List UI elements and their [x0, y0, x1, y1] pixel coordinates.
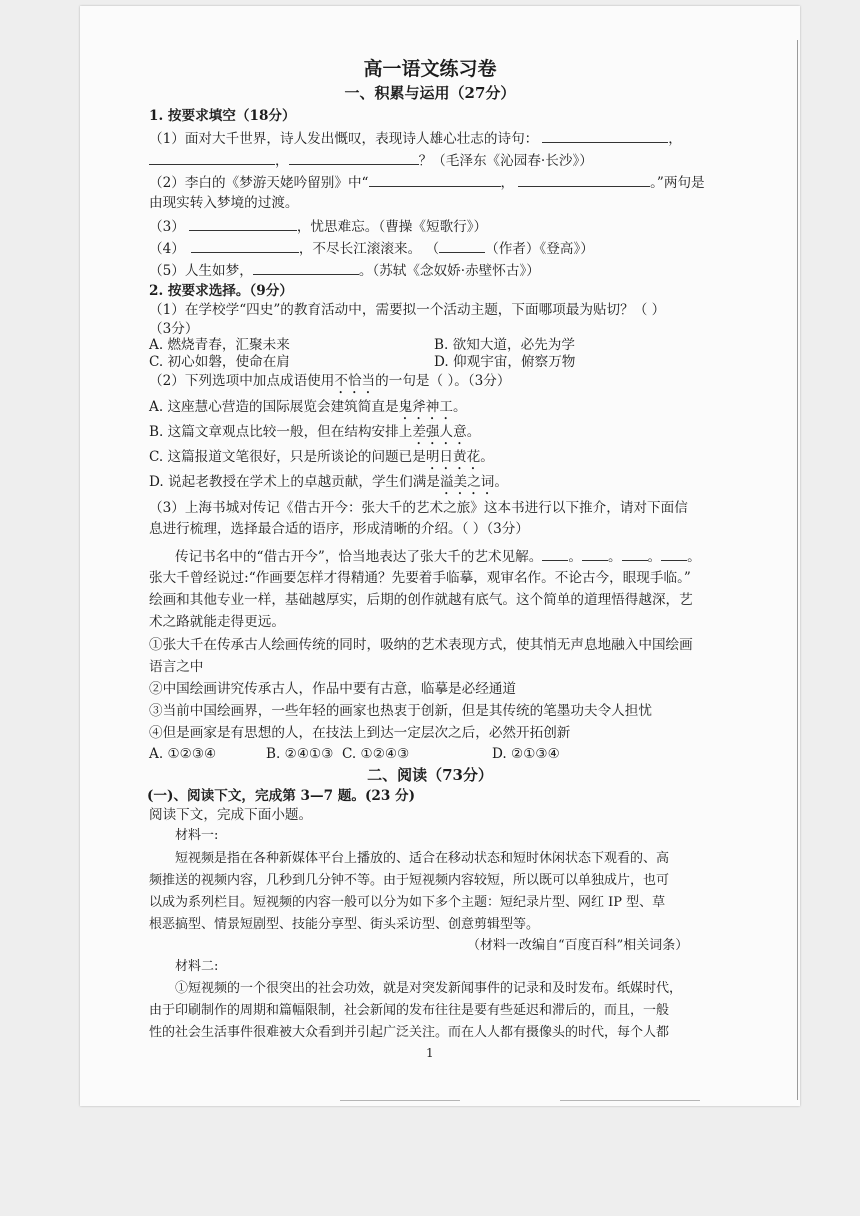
- q1-item1-line1: [149, 128, 682, 148]
- q1-item1-line2: [149, 150, 593, 170]
- dotted-idiom: 溢美之词: [439, 474, 495, 490]
- section2-heading: 二、阅读（73分）: [367, 766, 493, 784]
- q2-part3-answer-d[interactable]: D. ②①③④: [492, 746, 560, 762]
- q2-part2-emphasis: 不恰当: [334, 373, 376, 389]
- q2-part3-passage1: [175, 546, 701, 566]
- q1-item5-text: （5）人生如梦，: [149, 263, 253, 279]
- q1-item2-comma: ，: [500, 175, 515, 191]
- material1-line1: 短视频是指在各种新媒体平台上播放的、适合在移动状态和短时休闲状态下观看的、高: [175, 851, 670, 866]
- q2-part3-passage2: 张大千曾经说过:“作画要怎样才得精通？先要着手临摹，观审名作。不论古今，眼现手临。”: [149, 570, 691, 586]
- q1-item3-num: （3）: [149, 219, 185, 235]
- material2-line2: 由于印刷制作的周期和篇幅限制，社会新闻的发布往往是要有些延迟和滞后的，而且，一般: [149, 1003, 670, 1018]
- q1-item1-text: （1）面对大千世界，诗人发出慨叹，表现诗人雄心壮志的诗句：: [149, 131, 539, 147]
- q1-item2-line2: 由现实转入梦境的过渡。: [149, 195, 299, 211]
- q1-item4: [149, 238, 594, 258]
- q1-item2-line1: [149, 172, 705, 192]
- q2-part1-text: （1）在学校学“四史”的教育活动中，需要拟一个活动主题，下面哪项最为贴切？（ ）: [149, 302, 666, 318]
- q2-part3-answer-c[interactable]: C. ①②④③: [342, 746, 410, 762]
- answer-blank[interactable]: [253, 260, 359, 275]
- answer-blank[interactable]: [189, 216, 297, 231]
- option-text: C. 这篇报道文笔很好，只是所谈论的问题已是: [149, 449, 426, 465]
- q1-heading: 1. 按要求填空（18分）: [149, 108, 296, 124]
- q2-part3-sentence1b: 语言之中: [149, 659, 204, 675]
- exam-title: 高一语文练习卷: [363, 58, 497, 80]
- q1-item2-text: （2）李白的《梦游天姥吟留别》中“: [149, 175, 369, 191]
- material2-label: 材料二:: [175, 959, 219, 974]
- q2-part3-sentence1a: ①张大千在传承古人绘画传统的同时，吸纳的艺术表现方式，使其悄无声息地融入中国绘画: [149, 637, 693, 653]
- option-end: 。: [452, 399, 467, 415]
- answer-blank[interactable]: [369, 172, 501, 187]
- option-end: 。: [480, 449, 494, 465]
- q1-item1-comma: ，: [668, 131, 682, 147]
- q1-item3-text: ，忧思难忘。（曹操《短歌行》）: [296, 219, 488, 235]
- q2-part3-answer-b[interactable]: B. ②④①③: [266, 746, 334, 762]
- q2-part3-sentence2: ②中国绘画讲究传承古人，作品中要有古意，临摹是必经通道: [149, 681, 517, 697]
- answer-blank[interactable]: [191, 238, 299, 253]
- scan-artifact-line: [340, 1100, 460, 1101]
- material2-line1: ①短视频的一个很突出的社会功效，就是对突发新闻事件的记录和及时发布。纸媒时代，: [175, 981, 683, 996]
- q2-part2-option-a[interactable]: [149, 398, 467, 423]
- section1-heading: 一、积累与运用（27分）: [344, 84, 516, 102]
- q1-item5-source: 。（苏轼《念奴娇·赤壁怀古》）: [358, 263, 540, 279]
- answer-blank[interactable]: [518, 172, 650, 187]
- material2-line3: 性的社会生活事件很难被大众看到并引起广泛关注。而在人人都有摄像头的时代，每个人都: [149, 1025, 670, 1040]
- scan-artifact-line: [560, 1100, 700, 1101]
- q2-part2-option-b[interactable]: [149, 423, 480, 448]
- answer-blank[interactable]: [289, 150, 419, 165]
- q1-item4-source: （作者）《登高》）: [485, 241, 594, 257]
- q1-item1-comma2: ，: [275, 153, 289, 169]
- q1-item1-source: ？（毛泽东《沁园春·长沙》）: [418, 153, 593, 169]
- answer-blank[interactable]: [439, 238, 485, 253]
- q2-part2-text-a: （2）下列选项中加点成语使用: [149, 373, 335, 389]
- q1-item5: [149, 260, 540, 280]
- dotted-idiom: 鬼斧神工: [398, 399, 453, 415]
- q1-item3: [149, 216, 487, 236]
- q2-part1-score: （3分）: [149, 321, 199, 337]
- material1-line2: 频推送的视频内容，几秒到几分钟不等。由于短视频内容较短，所以既可以单独成片，也可: [149, 873, 670, 888]
- q1-item4-num: （4）: [149, 241, 185, 257]
- q2-heading: 2. 按要求选择。（9分）: [149, 283, 293, 299]
- option-end: 。: [494, 474, 508, 490]
- option-text: A. 这座慧心营造的国际展览会建筑简直是: [149, 399, 399, 415]
- option-end: 。: [466, 424, 481, 440]
- material1-source: （材料一改编自“百度百科”相关词条）: [467, 938, 689, 953]
- material1-line4: 根恶搞型、情景短剧型、技能分享型、街头采访型、创意剪辑型等。: [149, 917, 540, 932]
- page-number: 1: [426, 1046, 434, 1060]
- q2-part2-option-c[interactable]: [149, 448, 494, 473]
- material1-label: 材料一:: [175, 828, 219, 843]
- dotted-idiom: 明日黄花: [425, 449, 481, 465]
- q2-part3-line2: 息进行梳理，选择最合适的语序，形成清晰的介绍。（ ）（3分）: [149, 521, 529, 537]
- answer-blank[interactable]: [661, 546, 687, 561]
- answer-blank[interactable]: [149, 150, 275, 165]
- q2-part2-text-b: 的一句是（ ）。（3分）: [375, 373, 511, 389]
- answer-blank[interactable]: [542, 546, 568, 561]
- q2-part1-option-c[interactable]: C. 初心如磐，使命在肩: [149, 354, 290, 370]
- q2-part3-answer-a[interactable]: A. ①②③④: [149, 746, 217, 762]
- answer-blank[interactable]: [582, 546, 608, 561]
- answer-blank[interactable]: [622, 546, 648, 561]
- q2-part1-option-b[interactable]: B. 欲知大道，必先为学: [434, 337, 575, 353]
- q2-part3-passage3: 绘画和其他专业一样，基础越厚实，后期的创作就越有底气。这个简单的道理悟得越深，艺: [149, 592, 693, 608]
- blank-sep: 。: [647, 549, 662, 565]
- q2-part3-sentence3: ③当前中国绘画界，一些年轻的画家也热衷于创新，但是其传统的笔墨功夫令人担忧: [149, 703, 652, 719]
- q2-part3-passage4: 术之路就能走得更远。: [149, 614, 285, 630]
- q2-part2-text: [149, 372, 510, 397]
- blank-sep: 。: [568, 549, 582, 565]
- q2-part3-sentence4: ④但是画家是有思想的人，在技法上到达一定层次之后，必然开拓创新: [149, 725, 571, 741]
- passage-text: 传记书名中的“借古开今”，恰当地表达了张大千的艺术见解。: [175, 549, 543, 565]
- option-text: D. 说起老教授在学术上的卓越贡献，学生们满是: [149, 474, 440, 490]
- material1-line3: 以成为系列栏目。短视频的内容一般可以分为如下多个主题：短纪录片型、网红 IP 型、草: [149, 895, 666, 910]
- q1-item4-text: ，不尽长江滚滚来。 （: [298, 241, 440, 257]
- q2-part2-option-d[interactable]: [149, 473, 508, 498]
- dotted-idiom: 差强人意: [412, 424, 467, 440]
- blank-sep: 。: [687, 549, 701, 565]
- option-text: B. 这篇文章观点比较一般，但在结构安排上: [149, 424, 413, 440]
- q2-part3-line1: （3）上海书城对传记《借古开今：张大千的艺术之旅》这本书进行以下推介，请对下面信: [149, 500, 688, 516]
- q2-part1-option-a[interactable]: A. 燃烧青春，汇聚未来: [149, 337, 290, 353]
- section2-sub1-heading: (一)、阅读下文，完成第 3—7 题。(23 分): [147, 788, 416, 804]
- reading-instruction: 阅读下文，完成下面小题。: [149, 807, 313, 823]
- scan-edge-line: [797, 40, 798, 1100]
- blank-sep: 。: [607, 549, 622, 565]
- q2-part1-option-d[interactable]: D. 仰观宇宙，俯察万物: [434, 354, 576, 370]
- answer-blank[interactable]: [542, 128, 668, 143]
- q1-item2-end: 。”两句是: [650, 175, 705, 191]
